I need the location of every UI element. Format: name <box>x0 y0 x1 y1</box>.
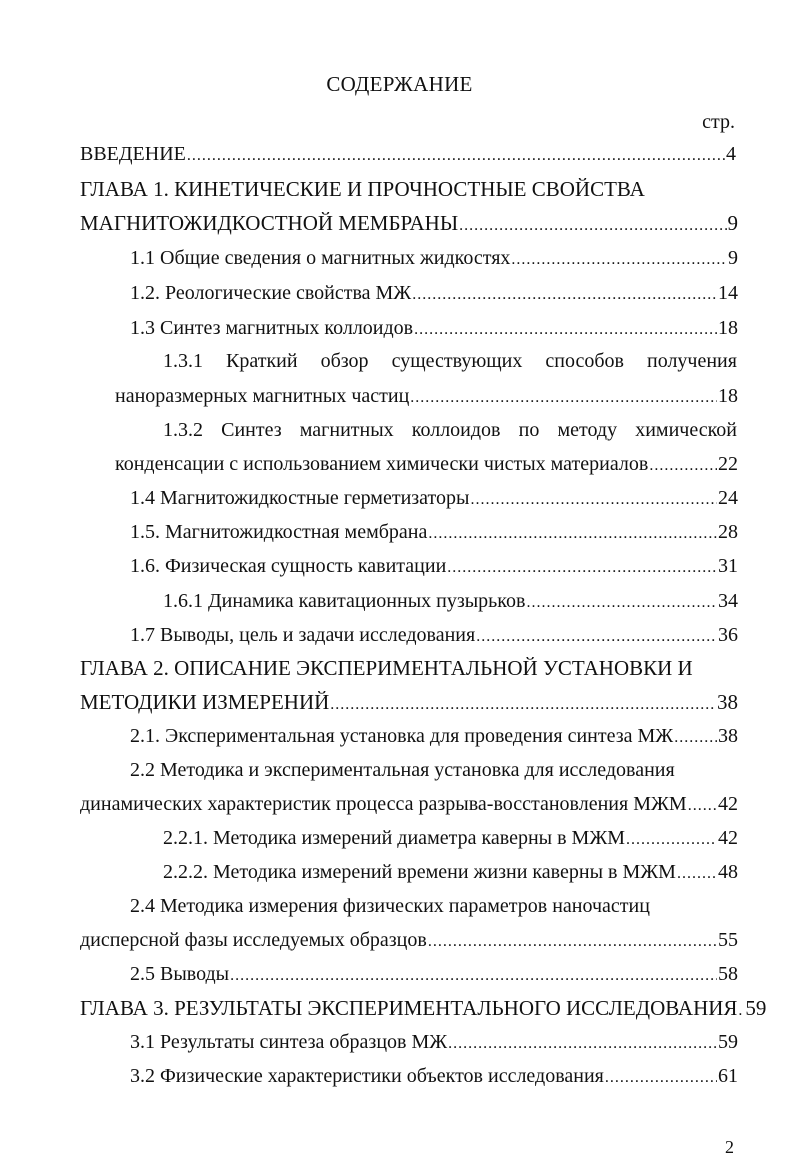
toc-entry-1-1[interactable] <box>130 245 738 273</box>
toc-page-number: 42 <box>718 827 738 849</box>
toc-word: методу <box>557 419 618 441</box>
toc-entry-ch2[interactable] <box>80 689 738 718</box>
dot-leader <box>649 453 717 479</box>
dot-leader <box>677 861 717 887</box>
dot-leader <box>230 963 717 989</box>
page-title: СОДЕРЖАНИЕ <box>326 72 473 96</box>
toc-entry-text: наноразмерных магнитных частиц <box>115 385 410 407</box>
dot-leader <box>738 998 744 1024</box>
toc-entry-text: 1.3 Синтез магнитных коллоидов <box>130 317 414 339</box>
toc-page-number: 42 <box>718 793 738 815</box>
toc-entry-text: 3.1 Результаты синтеза образцов МЖ <box>130 1031 448 1053</box>
toc-word: по <box>518 419 540 441</box>
dot-leader <box>470 487 717 513</box>
toc-page-number: 14 <box>718 282 738 304</box>
dot-leader <box>428 521 717 547</box>
toc-entry-text: 2.2.1. Методика измерений диаметра каверны в МЖМ <box>163 827 626 849</box>
toc-entry-text: 2.2.2. Методика измерений времени жизни каверны в МЖМ <box>163 861 676 883</box>
toc-page-number: 59 <box>745 996 767 1020</box>
dot-leader <box>511 247 727 273</box>
toc-entry-3-1[interactable] <box>130 1029 738 1057</box>
toc-word: 1.3.2 <box>163 419 203 441</box>
toc-entry-text: 1.2. Реологические свойства МЖ <box>130 282 412 304</box>
toc-entry-intro[interactable] <box>80 141 736 169</box>
toc-page-number: 59 <box>718 1031 738 1053</box>
toc-entry-text: конденсации с использованием химически чистых материалов <box>115 453 649 475</box>
toc-page-number: 58 <box>718 963 738 985</box>
dot-leader <box>447 555 717 581</box>
toc-entry-1-3-1-line1[interactable] <box>163 348 737 374</box>
dot-leader <box>459 213 726 239</box>
toc-word: способов <box>545 350 624 372</box>
toc-entry-text: 1.4 Магнитожидкостные герметизаторы <box>130 487 470 509</box>
toc-page-number: 9 <box>728 247 738 269</box>
toc-entry-2-5[interactable] <box>130 961 738 989</box>
toc-page-number: 38 <box>718 725 738 747</box>
dot-leader <box>428 929 717 955</box>
toc-page-number: 18 <box>718 317 738 339</box>
toc-entry-ch1[interactable] <box>80 210 738 239</box>
page-column-label: стр. <box>702 111 735 133</box>
toc-word: химической <box>635 419 737 441</box>
toc-page-number: 31 <box>718 555 738 577</box>
toc-entry-text: МЕТОДИКИ ИЗМЕРЕНИЙ <box>80 690 330 714</box>
toc-word: 1.3.1 <box>163 350 203 372</box>
toc-entry-1-6-1[interactable] <box>163 588 738 616</box>
dot-leader <box>674 725 717 751</box>
toc-word: обзор <box>320 350 369 372</box>
toc-chapter2-line1[interactable]: ГЛАВА 2. ОПИСАНИЕ ЭКСПЕРИМЕНТАЛЬНОЙ УСТАНОВКИ И <box>80 656 693 680</box>
toc-entry-text: 1.1 Общие сведения о магнитных жидкостях <box>130 247 511 269</box>
dot-leader <box>476 624 717 650</box>
toc-page-number: 4 <box>726 143 736 165</box>
toc-page-number: 48 <box>718 861 738 883</box>
toc-word: существующих <box>391 350 523 372</box>
toc-page-number: 28 <box>718 521 738 543</box>
page-number: 2 <box>725 1137 734 1157</box>
dot-leader <box>448 1031 717 1057</box>
dot-leader <box>410 385 717 411</box>
toc-page-number: 34 <box>718 590 738 612</box>
toc-entry-text: 2.5 Выводы <box>130 963 230 985</box>
toc-page-number: 55 <box>718 929 738 951</box>
toc-entry-text: 2.1. Экспериментальная установка для проведения синтеза МЖ <box>130 725 674 747</box>
toc-entry-2-1[interactable] <box>130 723 738 751</box>
dot-leader <box>688 793 717 819</box>
toc-chapter1-line1[interactable]: ГЛАВА 1. КИНЕТИЧЕСКИЕ И ПРОЧНОСТНЫЕ СВОЙСТВА <box>80 177 645 201</box>
toc-page-number: 18 <box>718 385 738 407</box>
dot-leader <box>626 827 717 853</box>
toc-word: магнитных <box>299 419 394 441</box>
toc-entry-1-5[interactable] <box>130 519 738 547</box>
toc-entry-text: динамических характеристик процесса разрыва-восстановления МЖМ <box>80 793 687 815</box>
dot-leader <box>526 590 717 616</box>
toc-entry-1-2[interactable] <box>130 280 738 308</box>
toc-entry-text: 1.6. Физическая сущность кавитации <box>130 555 447 577</box>
toc-page-number: 9 <box>727 211 738 235</box>
toc-page-number: 22 <box>718 453 738 475</box>
toc-entry-3-2[interactable] <box>130 1063 738 1091</box>
toc-entry-1-4[interactable] <box>130 485 738 513</box>
toc-page-number: 24 <box>718 487 738 509</box>
toc-entry-2-4-line1[interactable]: 2.4 Методика измерения физических параметров наночастиц <box>130 895 650 917</box>
toc-word: Краткий <box>226 350 298 372</box>
toc-entry-text: ГЛАВА 3. РЕЗУЛЬТАТЫ ЭКСПЕРИМЕНТАЛЬНОГО ИССЛЕДОВАНИЯ <box>80 996 738 1020</box>
toc-entry-1-7[interactable] <box>130 622 738 650</box>
toc-entry-1-3-1[interactable] <box>115 383 738 411</box>
toc-entry-1-3-2-line1[interactable] <box>163 417 737 443</box>
toc-entry-text: 1.6.1 Динамика кавитационных пузырьков <box>163 590 526 612</box>
toc-entry-text: дисперсной фазы исследуемых образцов <box>80 929 427 951</box>
toc-entry-2-2-2[interactable] <box>163 859 738 887</box>
toc-page-number: 61 <box>718 1065 738 1087</box>
toc-word: коллоидов <box>411 419 501 441</box>
toc-entry-text: МАГНИТОЖИДКОСТНОЙ МЕМБРАНЫ <box>80 211 459 235</box>
dot-leader <box>414 317 717 343</box>
dot-leader <box>187 143 725 169</box>
toc-entry-text: 1.7 Выводы, цель и задачи исследования <box>130 624 476 646</box>
toc-entry-2-2-1[interactable] <box>163 825 738 853</box>
toc-entry-1-3[interactable] <box>130 315 738 343</box>
toc-entry-1-6[interactable] <box>130 553 738 581</box>
toc-page-number: 36 <box>718 624 738 646</box>
toc-word: получения <box>647 350 737 372</box>
toc-entry-text: 3.2 Физические характеристики объектов исследования <box>130 1065 604 1087</box>
toc-entry-2-4[interactable] <box>80 927 738 955</box>
dot-leader <box>605 1065 717 1091</box>
toc-entry-2-2[interactable] <box>80 791 738 819</box>
toc-page-number: 38 <box>717 690 738 714</box>
dot-leader <box>330 692 716 718</box>
toc-entry-ch3[interactable] <box>80 995 767 1024</box>
toc-entry-2-2-line1[interactable]: 2.2 Методика и экспериментальная установка для исследования <box>130 759 675 781</box>
toc-word: Синтез <box>221 419 282 441</box>
toc-entry-text: 1.5. Магнитожидкостная мембрана <box>130 521 428 543</box>
toc-entry-text: ВВЕДЕНИЕ <box>80 143 186 165</box>
dot-leader <box>412 282 717 308</box>
toc-entry-1-3-2[interactable] <box>115 451 738 479</box>
